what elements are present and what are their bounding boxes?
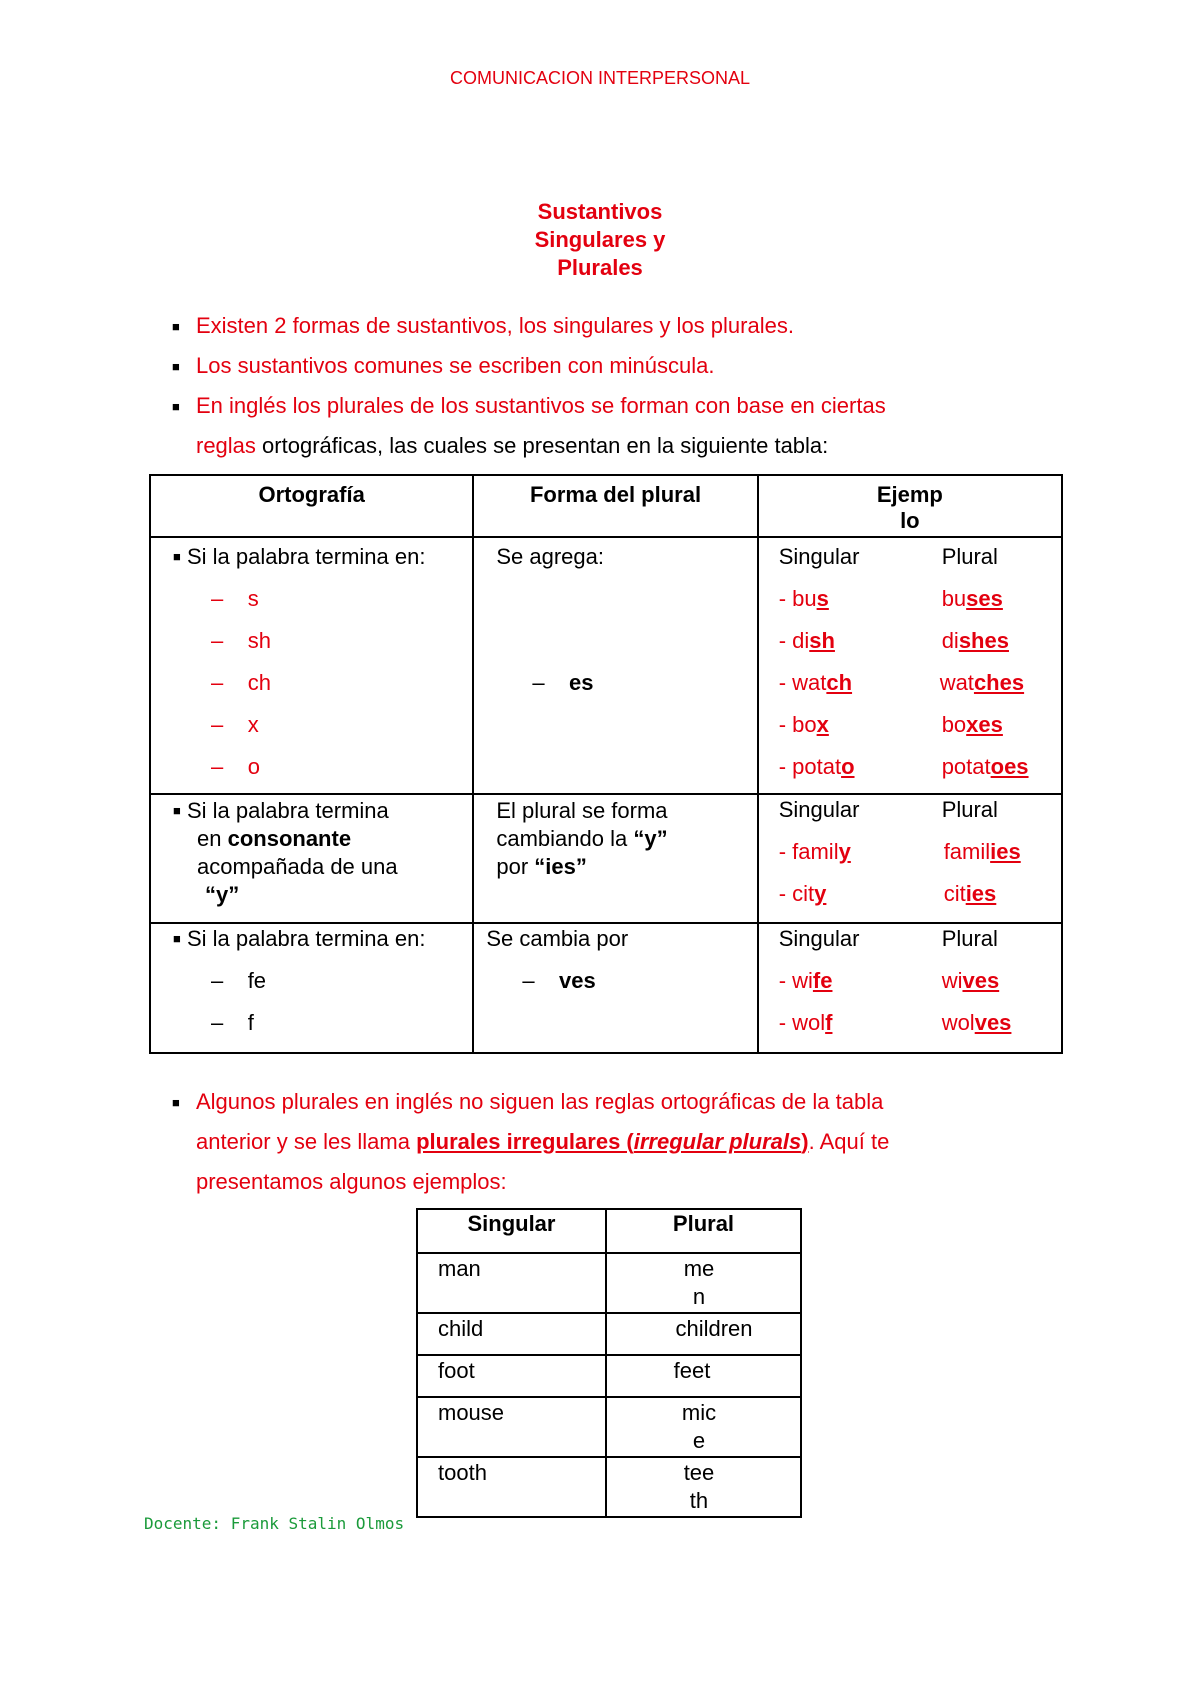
table-header-row [417,1209,801,1253]
bullet-item-continued: presentamos algunos ejemplos: [196,1169,507,1194]
plural-rules-table [149,474,1063,1054]
singular-cell: mouse [417,1397,606,1457]
title-line-1: Sustantivos [537,199,663,224]
singular-cell: foot [417,1355,606,1397]
table-row [417,1253,801,1313]
table-row [417,1397,801,1457]
table-row [150,794,1062,923]
header-ejemplo: Ejemp lo [758,475,1062,537]
table-row [417,1355,801,1397]
page-title [0,198,1200,282]
bullet-item: ■ Algunos plurales en inglés no siguen las reglas ortográficas de la tabla [176,1082,889,1122]
plural-cell: children [606,1313,801,1355]
square-bullet-icon: ■ [173,803,181,818]
bullet-item-continued: reglas ortográficas, las cuales se presentan en la siguiente tabla: [196,433,829,458]
square-bullet-icon: ■ [173,549,181,564]
bullet-item: ■ Los sustantivos comunes se escriben con minúscula. [176,346,886,386]
plural-cell: tee th [606,1457,801,1517]
bullet-item: ■ Existen 2 formas de sustantivos, los singulares y los plurales. [176,306,886,346]
form-cell: Se cambia por – ves [473,923,757,1053]
square-bullet-icon: ■ [172,359,180,374]
page-footer: Docente: Frank Stalin Olmos [144,1514,405,1533]
table-row [417,1313,801,1355]
table-header-row [150,475,1062,537]
irregular-plurals-table [416,1208,802,1518]
header-singular: Singular [417,1209,606,1253]
rule-cell: ■ Si la palabra termina en: – fe – f [150,923,473,1053]
square-bullet-icon: ■ [172,1095,180,1110]
square-bullet-icon: ■ [173,931,181,946]
example-cell: Singular Plural - family families - city cities [758,794,1062,923]
header-forma-plural: Forma del plural [473,475,757,537]
singular-cell: tooth [417,1457,606,1517]
singular-cell: child [417,1313,606,1355]
plural-cell: me n [606,1253,801,1313]
rule-cell: ■ Si la palabra termina en consonante acompañada de una “y” [150,794,473,923]
irregular-intro [172,1082,890,1202]
title-line-3: Plurales [557,255,643,280]
bullet-item-continued: anterior y se les llama plurales irregulares (irregular plurals). Aquí te [196,1129,890,1154]
page-header: COMUNICACION INTERPERSONAL [449,68,751,88]
singular-cell: man [417,1253,606,1313]
header-plural: Plural [606,1209,801,1253]
example-cell: Singular Plural - wife wives - wolf wolves [758,923,1062,1053]
header-ortografia: Ortografía [150,475,473,537]
title-line-2: Singulares y [534,227,666,252]
intro-bullets [172,306,886,466]
example-cell: Singular Plural - bus buses - dish dishes - watch watches - box boxes - potato potatoes [758,537,1062,794]
rule-cell: ■ Si la palabra termina en: – s – sh – ch – x – o [150,537,473,794]
table-row [417,1457,801,1517]
form-cell: El plural se forma cambiando la “y” por “ies” [473,794,757,923]
square-bullet-icon: ■ [172,399,180,414]
bullet-item: ■ En inglés los plurales de los sustantivos se forman con base en ciertas [176,386,886,426]
square-bullet-icon: ■ [172,319,180,334]
plural-cell: feet [606,1355,801,1397]
form-cell: Se agrega: – es [473,537,757,794]
plural-cell: mic e [606,1397,801,1457]
table-row [150,923,1062,1053]
table-row [150,537,1062,794]
